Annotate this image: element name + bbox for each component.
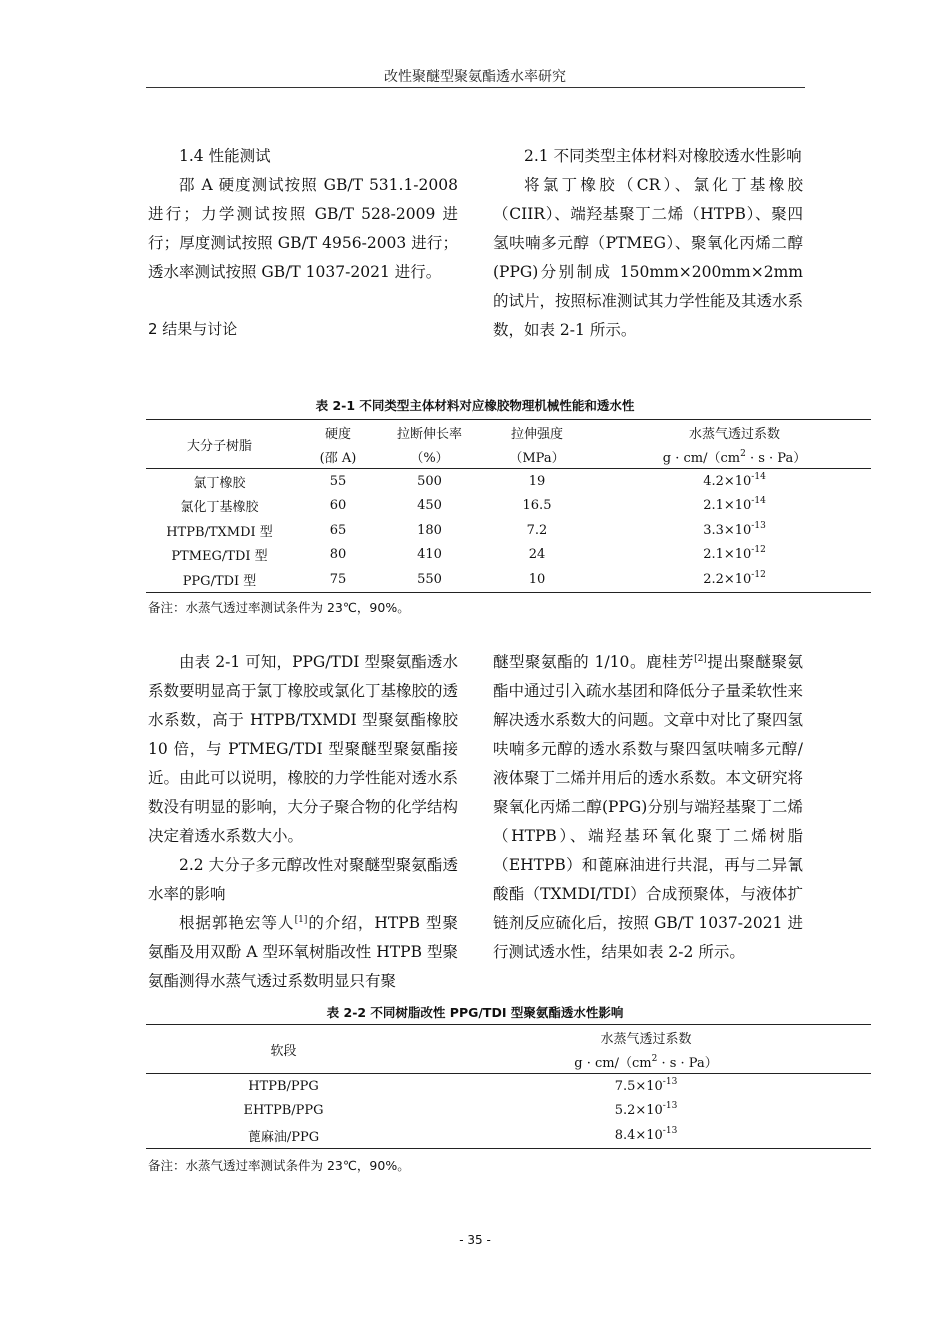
col-permeability-unit: $g \cdot cm/(cm^2 \cdot s \cdot Pa)$ (662, 449, 807, 467)
col-tensile-unit: （MPa） (509, 451, 565, 467)
table-2-2 (146, 1025, 871, 1148)
col-elongation: 拉断伸长率 (396, 426, 462, 442)
discussion-p1: 由表 2-1 可知，PPG/TDI 型聚氨酯透水系数要明显高于氯丁橡胶或氯化丁基橡胶的透水系数，高于 HTPB/TXMDI 型聚氨酯橡胶 10 倍，与 PTMEG/TDI 型聚醚型聚氨酯接近。由此可以说明，橡胶的力学性能对透水系数没有明显的影响，大分子聚合物的化学结构决定着透水系数大小。 (148, 653, 459, 845)
section-1-4-heading: 1.4 性能测试 (179, 147, 271, 165)
table-row: PTMEG/TDI 型 80 410 24 $2.1\times 10^{-12}$ (171, 545, 766, 565)
section-2-2-heading: 2.2 大分子多元醇改性对聚醚型聚氨酯透水率的影响 (148, 856, 458, 903)
table-2-1-caption: 表 2-1 不同类型主体材料对应橡胶物理机械性能和透水性 (315, 398, 635, 413)
header-rule (146, 87, 805, 88)
col-permeability-unit: $g \cdot cm/(cm^2 \cdot s \cdot Pa)$ (574, 1054, 718, 1072)
table-row: 氯化丁基橡胶 60 450 16.5 $2.1\times 10^{-14}$ (180, 496, 766, 516)
col-permeability: 水蒸气透过系数 (688, 426, 780, 442)
col-permeability: 水蒸气透过系数 (600, 1031, 692, 1047)
discussion-right (493, 648, 803, 967)
table-2-2-bottom-rule (146, 1148, 871, 1149)
col-resin: 大分子树脂 (186, 439, 252, 454)
table-row: PPG/TDI 型 75 550 10 $2.2\times 10^{-12}$ (182, 569, 766, 589)
section-2-1-body: 将氯丁橡胶（CR）、氯化丁基橡胶（CIIR）、端羟基聚丁二烯（HTPB）、聚四氢呋喃多元醇（PTMEG）、聚氧化丙烯二醇(PPG)分别制成 150mm×200mm×2mm 的试片，按照标准测试其力学性能及其透水系数，如表 2-1 所示。 (493, 176, 804, 339)
table-2-1-bottom-rule (146, 592, 871, 593)
col-hardness-unit: (邵 A) (319, 451, 357, 467)
table-row: HTPB/TXMDI 型 65 180 7.2 $3.3\times 10^{-13}$ (166, 520, 766, 540)
table-row: 氯丁橡胶 55 500 19 $4.2\times 10^{-14}$ (193, 471, 766, 491)
page-number: - 35 - (459, 1233, 491, 1247)
col-soft-segment: 软段 (270, 1044, 297, 1059)
table-2-1-header-rule (146, 468, 871, 469)
section-2-1 (493, 142, 803, 345)
running-header: 改性聚醚型聚氨酯透水率研究 (384, 69, 566, 85)
table-2-1-note: 备注：水蒸气透过率测试条件为 23℃，90%。 (148, 600, 410, 615)
col-tensile: 拉伸强度 (510, 426, 563, 442)
discussion-left (148, 648, 458, 996)
section-2-1-heading: 2.1 不同类型主体材料对橡胶透水性影响 (524, 147, 802, 165)
table-row: EHTPB/PPG $5.2\times 10^{-13}$ (243, 1101, 678, 1119)
discussion-p2: 根据郭艳宏等人[1]的介绍，HTPB 型聚氨酯及用双酚 A 型环氧树脂改性 HTPB 型聚氨酯测得水蒸气透过系数明显只有聚 (148, 914, 458, 990)
table-2-1 (146, 420, 871, 592)
discussion-p3: 醚型聚氨酯的 1/10。鹿桂芳[2]提出聚醚聚氨酯中通过引入疏水基团和降低分子量柔软性来解决透水系数大的问题。文章中对比了聚四氢呋喃多元醇的透水系数与聚四氢呋喃多元醇/液体聚丁二烯并用后的透水系数。本文研究将聚氧化丙烯二醇(PPG)分别与端羟基聚丁二烯（HTPB）、端羟基环氧化聚丁二烯树脂（EHTPB）和蓖麻油进行共混，再与二异氰酸酯（TXMDI/TDI）合成预聚体，与液体扩链剂反应硫化后，按照 GB/T 1037-2021 进行测试透水性，结果如表 2-2 所示。 (493, 653, 804, 961)
section-1-4 (148, 142, 458, 287)
table-header-row (146, 420, 871, 445)
table-2-2-caption: 表 2-2 不同树脂改性 PPG/TDI 型聚氨酯透水性影响 (326, 1005, 624, 1020)
col-hardness: 硬度 (324, 426, 351, 442)
table-2-2-note: 备注：水蒸气透过率测试条件为 23℃，90%。 (148, 1158, 410, 1173)
table-row: HTPB/PPG $7.5\times 10^{-13}$ (248, 1076, 678, 1094)
section-1-4-body: 邵 A 硬度测试按照 GB/T 531.1-2008 进行；力学测试按照 GB/T 528-2009 进行；厚度测试按照 GB/T 4956-2003 进行；透水率测试按照 GB/T 1037-2021 进行。 (148, 176, 458, 281)
table-2-2-header-rule (146, 1073, 871, 1074)
table-header-row (146, 1025, 871, 1050)
col-elongation-unit: （%） (410, 451, 449, 467)
section-2-heading: 2 结果与讨论 (148, 320, 238, 338)
table-row: 蓖麻油/PPG $8.4\times 10^{-13}$ (247, 1125, 678, 1145)
